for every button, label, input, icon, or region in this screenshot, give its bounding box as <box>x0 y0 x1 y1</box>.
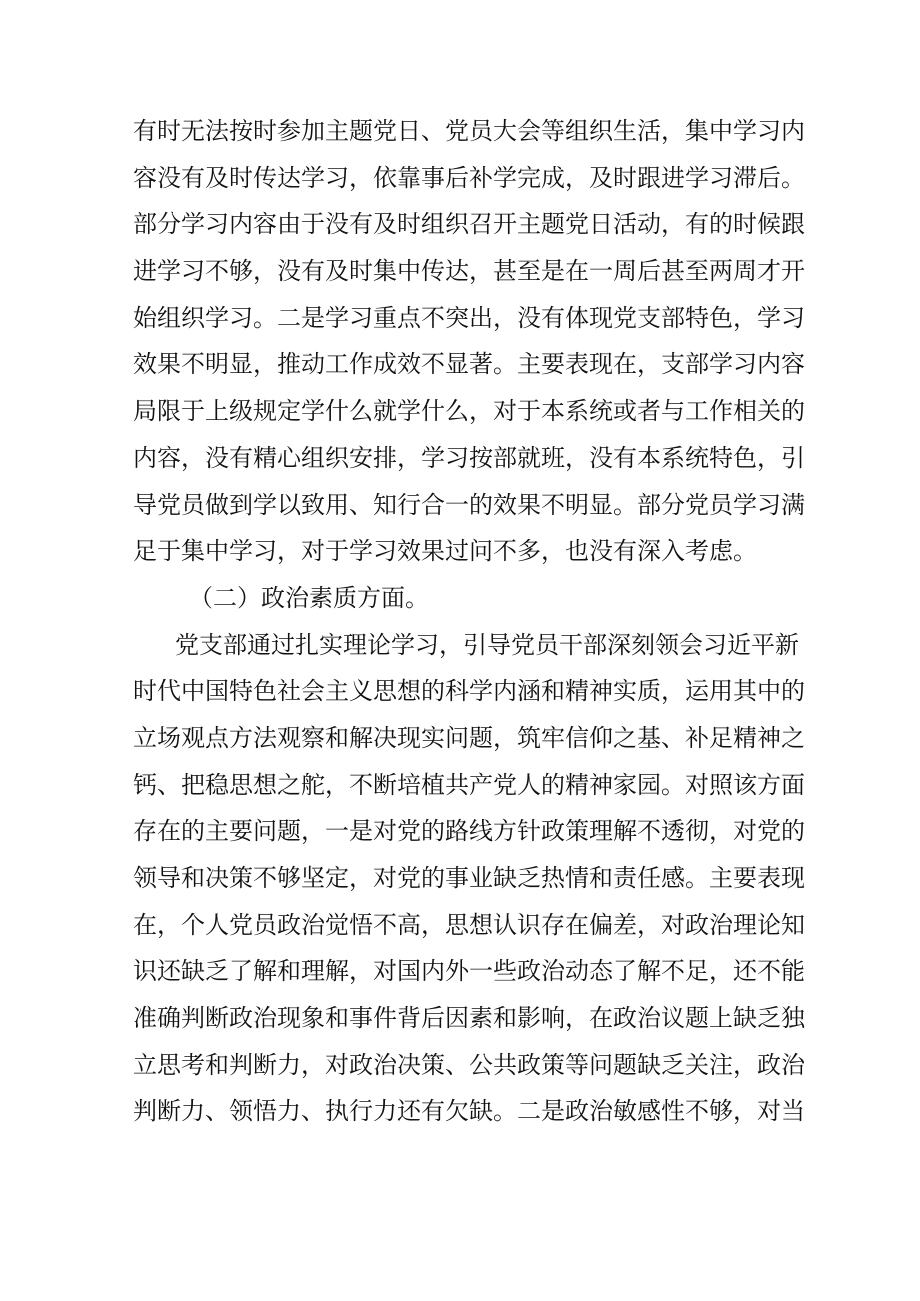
text-line: 立场观点方法观察和解决现实问题，筑牢信仰之基、补足精神之 <box>133 723 805 752</box>
text-line: 部分学习内容由于没有及时组织召开主题党日活动，有的时候跟 <box>133 210 805 239</box>
text-line: 钙、把稳思想之舵，不断培植共产党人的精神家园。对照该方面 <box>133 770 805 799</box>
text-line: 存在的主要问题，一是对党的路线方针政策理解不透彻，对党的 <box>133 817 805 846</box>
text-line: 准确判断政治现象和事件背后因素和影响，在政治议题上缺乏独 <box>133 1004 805 1033</box>
text-line: 局限于上级规定学什么就学什么，对于本系统或者与工作相关的 <box>133 397 805 426</box>
text-line: 时代中国特色社会主义思想的科学内涵和精神实质，运用其中的 <box>133 677 805 706</box>
text-line: 领导和决策不够坚定，对党的事业缺乏热情和责任感。主要表现 <box>133 864 805 892</box>
text-line: 判断力、领悟力、执行力还有欠缺。二是政治敏感性不够，对当 <box>133 1097 805 1126</box>
paragraph-first-line: 党支部通过扎实理论学习，引导党员干部深刻领会习近平新 <box>175 630 799 659</box>
text-line: 始组织学习。二是学习重点不突出，没有体现党支部特色，学习 <box>133 303 805 332</box>
document-body <box>133 108 805 1135</box>
text-line: 内容，没有精心组织安排，学习按部就班，没有本系统特色，引 <box>133 443 805 472</box>
text-line: 在，个人党员政治觉悟不高，思想认识存在偏差，对政治理论知 <box>133 910 805 939</box>
text-line: 进学习不够，没有及时集中传达，甚至是在一周后甚至两周才开 <box>133 257 805 286</box>
section-heading: （二）政治素质方面。 <box>189 583 429 612</box>
text-line: 效果不明显，推动工作成效不显著。主要表现在，支部学习内容 <box>133 350 805 379</box>
text-line: 有时无法按时参加主题党日、党员大会等组织生活，集中学习内 <box>133 117 805 145</box>
text-line: 立思考和判断力，对政治决策、公共政策等问题缺乏关注，政治 <box>133 1050 805 1079</box>
text-line: 足于集中学习，对于学习效果过问不多，也没有深入考虑。 <box>133 537 757 566</box>
text-line: 导党员做到学以致用、知行合一的效果不明显。部分党员学习满 <box>133 490 805 519</box>
text-line: 容没有及时传达学习，依靠事后补学完成，及时跟进学习滞后。 <box>133 163 805 192</box>
text-line: 识还缺乏了解和理解，对国内外一些政治动态了解不足，还不能 <box>133 957 805 986</box>
